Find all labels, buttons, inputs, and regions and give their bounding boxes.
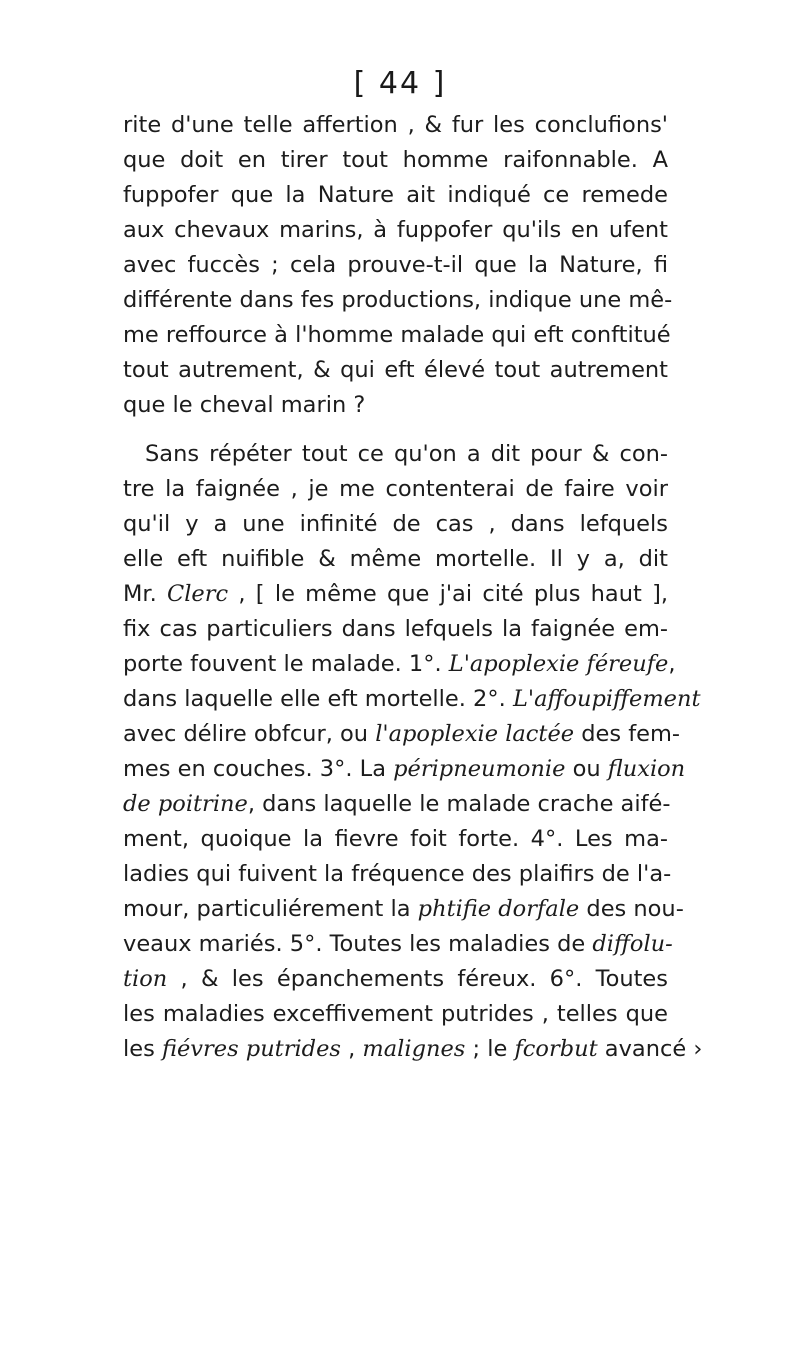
text-line (123, 927, 673, 962)
text-line: les maladies exceffivement putrides , telles que (123, 1001, 668, 1027)
text-line (123, 1032, 703, 1067)
italic-text-run: fcorbut (514, 1036, 598, 1062)
text-line (123, 682, 701, 717)
italic-text-run: diffolu- (592, 931, 673, 957)
text-run: , (348, 1036, 356, 1062)
italic-text-run: Clerc (167, 581, 229, 607)
italic-text-run: tion (123, 966, 168, 992)
text-run: , (668, 651, 676, 677)
text-line: fuppofer que la Nature ait indiqué ce remede (123, 182, 668, 208)
text-line: aux chevaux marins, à fuppofer qu'ils en ufent (123, 217, 668, 243)
text-line: que le cheval marin ? (123, 392, 366, 418)
body-text (123, 108, 703, 1067)
text-run: Mr. (123, 581, 157, 607)
text-run: mour, particuliérement la (123, 896, 411, 922)
text-run: des fem- (581, 721, 681, 747)
text-run: ; le (472, 1036, 508, 1062)
italic-text-run: L'apoplexie féreufe (448, 651, 669, 677)
text-line: elle eft nuifible & même mortelle. Il y a, dit (123, 546, 668, 572)
text-line: me reffource à l'homme malade qui eft conftitué (123, 322, 671, 348)
text-line (123, 787, 671, 822)
text-run: veaux mariés. 5°. Toutes les maladies de (123, 931, 586, 957)
text-line: tre la faignée , je me contenterai de faire voir (123, 476, 668, 502)
text-line: fix cas particuliers dans lefquels la faignée em- (123, 616, 668, 642)
text-line: différente dans fes productions, indique une mê- (123, 287, 673, 313)
text-run: , dans laquelle le malade crache aifé- (247, 791, 671, 817)
text-line (123, 577, 668, 612)
italic-text-run: phtifie dorfale (417, 896, 580, 922)
text-run: avec délire obfcur, ou (123, 721, 369, 747)
text-line: ladies qui fuivent la fréquence des plaifirs de l'a- (123, 861, 672, 887)
text-line (123, 717, 681, 752)
text-run: ou (572, 756, 601, 782)
text-line (123, 647, 676, 682)
paragraph-break (123, 423, 668, 437)
italic-text-run: malignes (362, 1036, 466, 1062)
italic-text-run: de poitrine (123, 791, 248, 817)
text-line: Sans répéter tout ce qu'on a dit pour & con- (145, 441, 668, 467)
text-line: que doit en tirer tout homme raifonnable. A (123, 147, 668, 173)
text-run: des nou- (586, 896, 684, 922)
text-run: les (123, 1036, 155, 1062)
text-run: , [ le même que j'ai cité plus haut ], (238, 581, 668, 607)
text-run: mes en couches. 3°. La (123, 756, 386, 782)
text-line: ment, quoique la fievre foit forte. 4°. Les ma- (123, 826, 668, 852)
text-run: dans laquelle elle eft mortelle. 2°. (123, 686, 506, 712)
italic-text-run: l'apoplexie lactée (375, 721, 575, 747)
text-line: avec fuccès ; cela prouve-t-il que la Nature, fi (123, 252, 668, 278)
text-line: rite d'une telle affertion , & fur les conclufions' (123, 112, 668, 138)
text-line (123, 752, 686, 787)
page-number: [ 44 ] (353, 66, 447, 101)
text-line: qu'il y a une infinité de cas , dans lefquels (123, 511, 668, 537)
italic-text-run: fluxion (607, 756, 686, 782)
text-line (123, 962, 668, 997)
italic-text-run: péripneumonie (393, 756, 566, 782)
text-line: tout autrement, & qui eft élevé tout autrement (123, 357, 668, 383)
italic-text-run: L'affoupiffement (512, 686, 701, 712)
text-run: avancé › (604, 1036, 703, 1062)
text-run: , & les épanchements féreux. 6°. Toutes (180, 966, 668, 992)
text-run: porte fouvent le malade. 1°. (123, 651, 442, 677)
text-line (123, 892, 684, 927)
italic-text-run: fiévres putrides (161, 1036, 341, 1062)
